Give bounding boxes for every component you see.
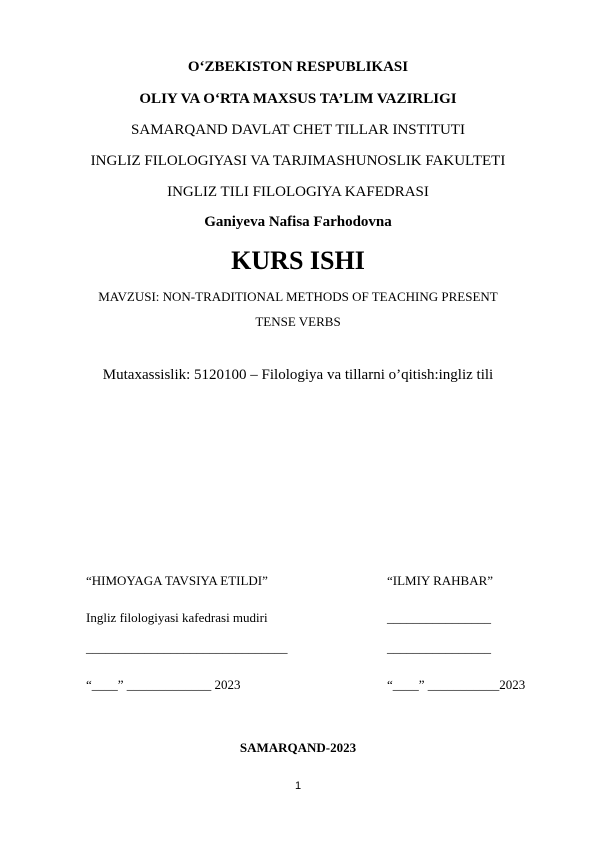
republic-heading: O‘ZBEKISTON RESPUBLIKASI bbox=[187, 59, 409, 75]
signature-line-right-2: ________________ bbox=[387, 640, 491, 655]
document-type-title: KURS ISHI bbox=[231, 246, 365, 275]
author-name: Ganiyeva Nafisa Farhodovna bbox=[204, 214, 392, 230]
approval-heading-right: “ILMIY RAHBAR” bbox=[387, 573, 494, 588]
specialty-line: Mutaxassislik: 5120100 – Filologiya va tillarni o’qitish:ingliz tili bbox=[102, 367, 494, 383]
signature-line-left: _______________________________ bbox=[86, 640, 288, 655]
signature-line-right-1: ________________ bbox=[387, 610, 491, 625]
department-head-role: Ingliz filologiyasi kafedrasi mudiri bbox=[86, 610, 268, 625]
topic-line-2: TENSE VERBS bbox=[255, 314, 341, 329]
faculty-heading: INGLIZ FILOLOGIYASI VA TARJIMASHUNOSLIK FAKULTETI bbox=[90, 153, 506, 169]
institute-heading: SAMARQAND DAVLAT CHET TILLAR INSTITUTI bbox=[131, 122, 465, 138]
ministry-heading: OLIY VA O‘RTA MAXSUS TA’LIM VAZIRLIGI bbox=[139, 91, 457, 107]
approval-heading-left: “HIMOYAGA TAVSIYA ETILDI” bbox=[86, 573, 268, 588]
place-year: SAMARQAND-2023 bbox=[239, 740, 357, 755]
page-number: 1 bbox=[294, 780, 302, 792]
topic-line-1: MAVZUSI: NON-TRADITIONAL METHODS OF TEACHING PRESENT bbox=[98, 289, 498, 304]
date-line-right: “____” ___________2023 bbox=[387, 677, 526, 692]
department-heading: INGLIZ TILI FILOLOGIYA KAFEDRASI bbox=[167, 184, 429, 200]
date-line-left: “____” _____________ 2023 bbox=[86, 677, 241, 692]
